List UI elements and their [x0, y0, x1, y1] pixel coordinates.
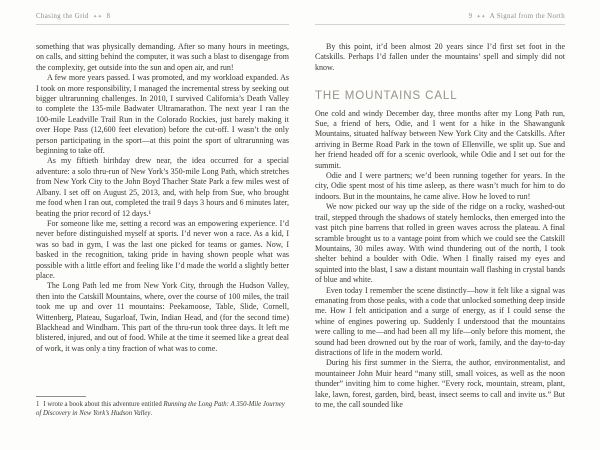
footnote-text: I wrote a book about this adventure entitled: [43, 401, 164, 408]
left-header-title: Chasing the Grid: [36, 13, 89, 20]
ornament-separator-icon: ✦✦: [476, 14, 486, 20]
footnote-marker: 1: [36, 401, 40, 408]
paragraph: One cold and windy December day, three months after my Long Path run, Sue, a friend of hers, Odie, and I went for a hike in the Shawangunk Mountains, situated halfway between New York City and the Catskills. After arriving in Berme Road Park in the town of Ellenville, we split up. Sue and her friend headed off for a scenic overlook, while Odie and I set out for the summit.: [315, 108, 565, 170]
paragraph: For someone like me, setting a record was an empowering experience. I’d never before distinguished myself at sports. I’d never won a race. As a kid, I was so bad in gym, I was the last one picked for teams or games. Now, I basked in the recognition, taking pride in having shown people what was possible with a little effort and feeling like I’d made the world a slightly better place.: [36, 218, 289, 280]
footnote-book-title: Running the Long Path: A 350-Mile Journey of Discovery in New York’s Hudson Valley: [36, 401, 285, 418]
right-page-number: 9: [468, 13, 473, 20]
paragraph: By this point, it’d been almost 20 years since I’d first set foot in the Catskills. Perhaps I’d fallen under the mountains’ spell and simply did not know.: [315, 42, 565, 72]
paragraph: A few more years passed. I was promoted, and my workload expanded. As I took on more responsibility, I managed the incremental stress by seeking out bigger ultrarunning challenges. In 2010, I survived California’s Death Valley to complete the 135-mile Badwater Ultramarathon. The next year I ran the 100-mile Leadville Trail Run in the Colorado Rockies, just barely making it over Hope Pass (12,600 feet elevation) before the cut-off. I wasn’t the only person participating in the sport—at this point the sport of ultrarunning was beginning to take off.: [36, 73, 289, 156]
right-page-body: [315, 42, 565, 410]
paragraph: Odie and I were partners; we’d been running together for years. In the city, Odie spent most of his time asleep, as there wasn’t much for him to do indoors. But in the mountains, he came alive. How he loved to run!: [315, 171, 565, 201]
right-header-title: A Signal from the North: [489, 13, 565, 20]
ornament-separator-icon: ✦✦: [92, 14, 103, 20]
intro-paragraphs: [315, 42, 565, 73]
paragraph: The Long Path led me from New York City, through the Hudson Valley, then into the Catskill Mountains, where, over the course of 100 miles, the trail took me up and over 11 mountains: Peekamoose, Table, Slide, Cornell, Wittenberg, Plateau, Sugarloaf, Twin, Indian Head, and (for the second time) Blackhead and Windham. This part of the thru-run took three days. It left me blistered, injured, and out of food. While at the time it seemed like a great deal of work, it was only a tiny fraction of what was to come.: [36, 281, 289, 353]
paragraph: something that was physically demanding. After so many hours in meetings, on calls, and sitting behind the computer, it was such a blast to disengage from the complexity, get outside into the sun and open air, and run!: [36, 42, 289, 72]
left-page-number: 8: [106, 13, 111, 20]
right-running-header: [315, 13, 565, 25]
section-heading: THE MOUNTAINS CALL: [315, 90, 458, 103]
left-running-header: [36, 13, 289, 25]
right-page: [315, 13, 565, 443]
paragraph: As my fiftieth birthday drew near, the idea occurred for a special adventure: a solo thru-run of New York’s 350-mile Long Path, which stretches from New York City to the John Boyd Thacher State Park a few miles west of Albany. I set off on August 25, 2013, and, with help from Sue, who brought me food when I ran out, completed the trail 9 days 3 hours and 6 minutes later, beating the prior record of 12 days.¹: [36, 156, 289, 218]
paragraph: We now picked our way up the side of the ridge on a rocky, washed-out trail, stepped through the shadows of stately hemlocks, then emerged into the vast pitch pine barrens that rolled in green waves across the plateau. A final scramble brought us to a vantage point from which we could see the Catskill Mountains, 30 miles away. With wind thundering out of the north, I took shelter behind a boulder with Odie. When I finally raised my eyes and squinted into the blast, I saw a distant mountain wall flashing in crystal bands of blue and white.: [315, 202, 565, 285]
footnote-rule: [36, 396, 86, 397]
left-page: [36, 13, 289, 443]
left-page-body: [36, 42, 289, 354]
footnote: [36, 396, 289, 419]
footnote-period: .: [150, 410, 153, 418]
paragraph: During his first summer in the Sierra, the author, environmentalist, and mountaineer John Muir heard “many still, small voices, as well as the noon thunder” inviting him to come higher. “Every rock, mountain, stream, plant, lake, lawn, forest, garden, bird, beast, insect seems to call and invite us.” But to me, the call sounded like: [315, 358, 565, 409]
paragraph: Even today I remember the scene distinctly—how it felt like a signal was emanating from those peaks, with a code that unlocked something deep inside me. How I felt anticipation and a surge of energy, as if I could sense the whine of engines powering up. Suddenly I understood that the mountains were calling to me—and had been all my life—only before this moment, the sound had been drowned out by the roar of work, family, and the day-to-day distractions of life in the modern world.: [315, 285, 565, 357]
section-paragraphs: [315, 109, 565, 411]
